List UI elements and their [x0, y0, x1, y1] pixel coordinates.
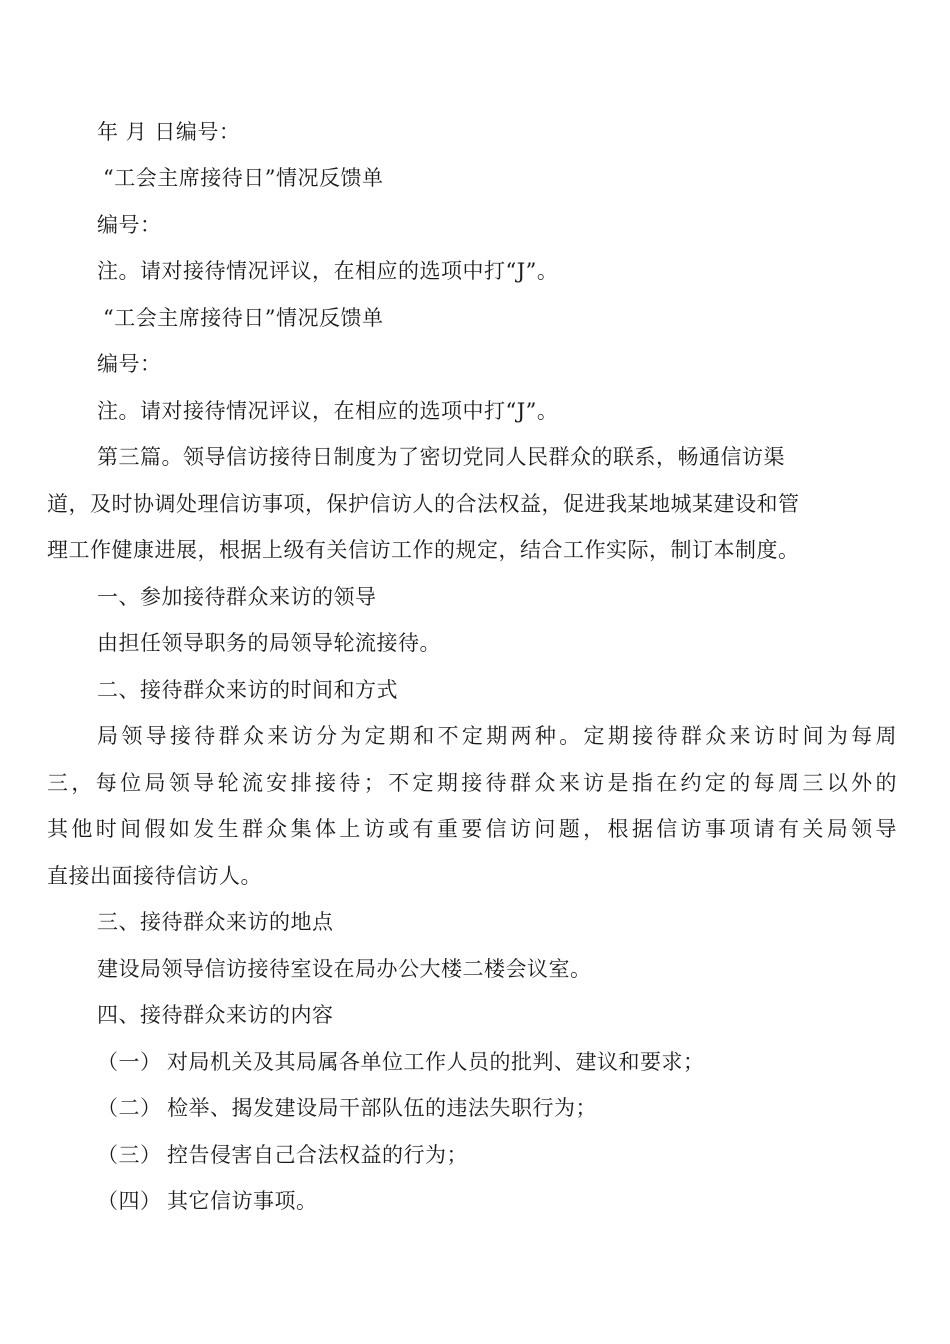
section-heading: 一、参加接待群众来访的领导 [97, 585, 377, 609]
date-number-line: 年 月 日编号： [97, 120, 241, 144]
number-label: 编号： [97, 352, 162, 376]
list-item [97, 1141, 468, 1169]
note-line: 注。请对接待情况评议，在相应的选项中打“J”。 [97, 399, 559, 423]
paragraph-line: 道，及时协调处理信访事项，保护信访人的合法权益，促进我某地城某建设和管 [47, 492, 800, 516]
form-title: “工会主席接待日”情况反馈单 [103, 166, 384, 190]
paragraph-line: 局领导接待群众来访分为定期和不定期两种。定期接待群众来访时间为每周 [97, 724, 897, 748]
section-heading: 四、接待群众来访的内容 [97, 1003, 334, 1027]
list-item-text: 其它信访事项。 [167, 1189, 318, 1213]
list-item-text: 检举、揭发建设局干部队伍的违法失职行为； [167, 1096, 597, 1120]
note-line: 注。请对接待情况评议，在相应的选项中打“J”。 [97, 259, 559, 283]
section-heading: 三、接待群众来访的地点 [97, 910, 334, 934]
list-item [97, 1048, 705, 1076]
list-item [97, 1094, 597, 1122]
list-item-text: 控告侵害自己合法权益的行为； [167, 1143, 468, 1167]
paragraph-line: 第三篇。领导信访接待日制度为了密切党同人民群众的联系，畅通信访渠 [97, 445, 785, 469]
paragraph-line: 建设局领导信访接待室设在局办公大楼二楼会议室。 [97, 957, 592, 981]
number-label: 编号： [97, 213, 162, 237]
paragraph-line: 三，每位局领导轮流安排接待；不定期接待群众来访是指在约定的每周三以外的 [47, 771, 897, 795]
paragraph-line: 其他时间假如发生群众集体上访或有重要信访问题，根据信访事项请有关局领导 [47, 817, 897, 841]
list-item-number: （三） [97, 1143, 162, 1167]
section-heading: 二、接待群众来访的时间和方式 [97, 678, 398, 702]
form-title: “工会主席接待日”情况反馈单 [103, 306, 384, 330]
list-item-number: （二） [97, 1096, 162, 1120]
list-item-number: （一） [97, 1050, 162, 1074]
paragraph-line: 理工作健康进展，根据上级有关信访工作的规定，结合工作实际，制订本制度。 [47, 538, 800, 562]
list-item-number: （四） [97, 1189, 162, 1213]
paragraph-line: 由担任领导职务的局领导轮流接待。 [97, 631, 441, 655]
paragraph-line: 直接出面接待信访人。 [47, 864, 262, 888]
list-item-text: 对局机关及其局属各单位工作人员的批判、建议和要求； [167, 1050, 705, 1074]
list-item [97, 1187, 318, 1215]
